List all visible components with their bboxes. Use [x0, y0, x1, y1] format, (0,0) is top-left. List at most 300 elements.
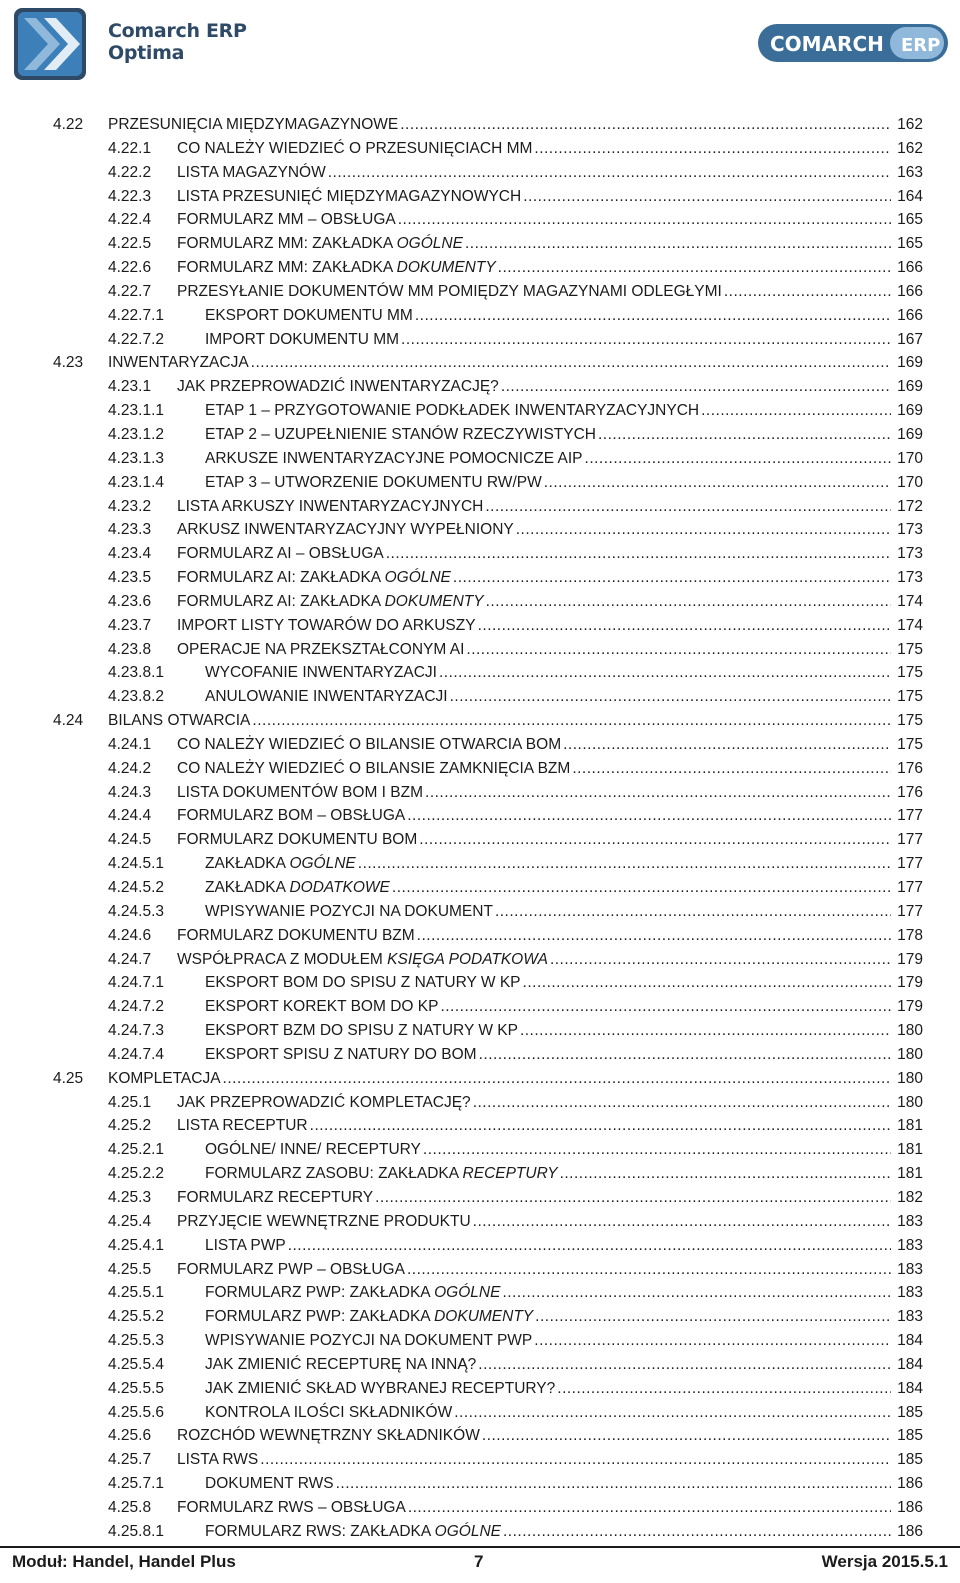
toc-entry[interactable] [53, 971, 923, 995]
toc-entry-title [177, 616, 476, 636]
toc-entry-page: 175 [897, 664, 923, 682]
toc-entry[interactable] [53, 351, 923, 375]
toc-entry-title-text: ZAKŁADKA [205, 879, 290, 896]
toc-entry-title-text: DOKUMENT RWS [205, 1475, 334, 1493]
toc-entry-page: 185 [897, 1451, 923, 1469]
toc-entry[interactable] [53, 1424, 923, 1448]
toc-entry[interactable] [53, 638, 923, 662]
toc-entry-number: 4.23 [53, 354, 84, 372]
toc-entry-page: 186 [897, 1475, 923, 1493]
toc-entry-body [205, 425, 923, 445]
toc-entry[interactable] [53, 566, 923, 590]
toc-entry[interactable] [53, 614, 923, 638]
toc-entry-body [177, 187, 923, 207]
toc-entry-title-text: EKSPORT BZM DO SPISU Z NATURY W KP [205, 1022, 518, 1040]
toc-entry-number: 4.22.1 [108, 139, 152, 157]
toc-entry[interactable] [53, 447, 923, 471]
toc-entry[interactable] [53, 1019, 923, 1043]
toc-entry-leader [252, 711, 891, 731]
toc-entry[interactable] [53, 185, 923, 209]
page-footer [0, 1541, 960, 1583]
toc-entry-page: 163 [897, 163, 923, 181]
toc-entry-number: 4.23.3 [108, 521, 152, 539]
toc-entry-title-text: FORMULARZ ZASOBU: ZAKŁADKA [205, 1165, 463, 1183]
toc-entry-leader [479, 1045, 891, 1065]
toc-entry-page: 181 [897, 1141, 923, 1159]
toc-entry-title [177, 520, 514, 540]
toc-entry-leader [563, 735, 891, 755]
toc-entry-body [108, 115, 923, 135]
toc-entry[interactable] [53, 1114, 923, 1138]
toc-entry-body [177, 1093, 923, 1113]
toc-entry[interactable] [53, 590, 923, 614]
toc-entry-leader [415, 306, 891, 326]
toc-entry[interactable] [53, 948, 923, 972]
toc-entry-leader [401, 330, 891, 350]
toc-entry-leader [495, 902, 891, 922]
toc-entry-body [177, 1260, 923, 1280]
toc-entry[interactable] [53, 137, 923, 161]
toc-entry-leader [478, 1355, 891, 1375]
toc-entry-leader [473, 1093, 891, 1113]
toc-entry-body [108, 1069, 923, 1089]
toc-entry[interactable] [53, 1281, 923, 1305]
toc-entry-body [205, 1403, 923, 1423]
toc-entry-title [205, 1236, 286, 1256]
toc-entry-title-text: ETAP 1 – PRZYGOTOWANIE PODKŁADEK INWENTARYZACYJNYCH [205, 402, 700, 420]
toc-entry-body [177, 1212, 923, 1232]
toc-entry-body [177, 806, 923, 826]
toc-entry[interactable] [53, 1305, 923, 1329]
toc-entry-page: 179 [897, 974, 923, 992]
toc-entry[interactable] [53, 423, 923, 447]
toc-entry-title [177, 1498, 406, 1518]
toc-entry-number: 4.23.4 [108, 545, 152, 563]
toc-entry-body [205, 1522, 923, 1542]
toc-entry-title-italic: OGÓLNE [396, 235, 463, 253]
toc-entry-title-text: FORMULARZ MM – OBSŁUGA [177, 211, 396, 229]
toc-entry-page: 177 [897, 831, 923, 849]
product-name [108, 20, 247, 64]
toc-entry-leader [375, 1188, 891, 1208]
toc-entry-leader [701, 401, 891, 421]
toc-entry-number: 4.25.7.1 [108, 1475, 165, 1493]
toc-entry-title [177, 806, 405, 826]
toc-entry-number: 4.25.6 [108, 1427, 152, 1445]
toc-entry[interactable] [53, 685, 923, 709]
toc-entry-number: 4.25.5 [108, 1260, 152, 1278]
toc-entry-title-italic: OGÓLNE [434, 1522, 501, 1540]
toc-entry-body [205, 401, 923, 421]
toc-entry[interactable] [53, 518, 923, 542]
toc-entry-page: 173 [897, 545, 923, 563]
toc-entry[interactable] [53, 542, 923, 566]
toc-entry-title [177, 950, 548, 970]
toc-entry-title-text: KOMPLETACJA [108, 1069, 221, 1087]
toc-entry-body [205, 1355, 923, 1375]
toc-entry-title-text: FORMULARZ MM: ZAKŁADKA [177, 259, 397, 277]
toc-entry[interactable] [53, 232, 923, 256]
toc-entry-leader [557, 1379, 891, 1399]
toc-entry-title [177, 1450, 258, 1470]
toc-entry-leader [503, 1522, 891, 1542]
toc-entry-leader [260, 1450, 891, 1470]
footer-page-number: 7 [474, 1552, 484, 1571]
toc-entry-number: 4.25.4.1 [108, 1236, 165, 1254]
toc-entry[interactable] [53, 924, 923, 948]
toc-entry[interactable] [53, 828, 923, 852]
toc-entry-leader [450, 687, 891, 707]
toc-entry-leader [598, 425, 891, 445]
toc-entry-number: 4.23.8 [108, 640, 152, 658]
toc-entry[interactable] [53, 113, 923, 137]
toc-entry-title [177, 735, 561, 755]
toc-entry[interactable] [53, 852, 923, 876]
toc-entry-leader [392, 878, 891, 898]
toc-entry[interactable] [53, 256, 923, 280]
toc-entry-leader [408, 1498, 891, 1518]
toc-entry-body [205, 997, 923, 1017]
toc-entry-page: 175 [897, 712, 923, 730]
toc-entry-page: 162 [897, 116, 923, 133]
toc-entry-title-text: JAK ZMIENIĆ SKŁAD WYBRANEJ RECEPTURY? [205, 1379, 556, 1397]
toc-entry-title-text: ROZCHÓD WEWNĘTRZNY SKŁADNIKÓW [177, 1427, 480, 1445]
toc-entry-leader [398, 210, 891, 230]
toc-entry-page: 184 [897, 1355, 923, 1373]
toc-entry-title-text: FORMULARZ RECEPTURY [177, 1188, 374, 1206]
toc-entry-body [177, 1450, 923, 1470]
toc-entry[interactable] [53, 208, 923, 232]
toc-entry[interactable] [53, 495, 923, 519]
toc-entry-page: 166 [897, 259, 923, 277]
toc-entry-body [177, 163, 923, 183]
toc-entry-page: 184 [897, 1332, 923, 1350]
toc-entry[interactable] [53, 1377, 923, 1401]
toc-entry-title [177, 163, 326, 183]
toc-entry-number: 4.25.8.1 [108, 1522, 165, 1540]
toc-entry-body [177, 640, 923, 660]
toc-entry-title [177, 187, 521, 207]
logo-word: COMARCH [770, 32, 884, 56]
toc-entry-leader [358, 854, 891, 874]
toc-entry-leader [478, 616, 891, 636]
toc-entry-page: 185 [897, 1403, 923, 1421]
toc-entry-leader [417, 926, 891, 946]
toc-entry[interactable] [53, 328, 923, 352]
toc-entry-number: 4.23.1.1 [108, 402, 165, 420]
toc-entry-body [177, 568, 923, 588]
toc-entry-page: 180 [897, 1069, 923, 1087]
toc-entry-body [177, 520, 923, 540]
toc-entry-page: 177 [897, 855, 923, 873]
toc-entry[interactable] [53, 1210, 923, 1234]
toc-entry-title [205, 449, 583, 469]
toc-entry-title-text: LISTA DOKUMENTÓW BOM I BZM [177, 783, 424, 801]
toc-entry-title-text: FORMULARZ PWP: ZAKŁADKA [205, 1308, 435, 1326]
toc-entry-title-text: OGÓLNE/ INNE/ RECEPTURY [205, 1141, 421, 1159]
toc-entry[interactable] [53, 781, 923, 805]
toc-entry-number: 4.24.7.4 [108, 1045, 165, 1063]
toc-entry-body [177, 616, 923, 636]
toc-entry-title [205, 1045, 477, 1065]
toc-entry-title [205, 1379, 555, 1399]
toc-entry-page: 176 [897, 759, 923, 777]
toc-entry-leader [560, 1164, 891, 1184]
toc-entry-title [205, 973, 521, 993]
toc-entry-page: 162 [897, 139, 923, 157]
toc-entry[interactable] [53, 304, 923, 328]
toc-entry-number: 4.24.5.2 [108, 879, 165, 896]
toc-entry-number: 4.25.4 [108, 1212, 152, 1230]
toc-entry-title-text: LISTA RWS [177, 1451, 259, 1469]
toc-entry-title-text: EKSPORT BOM DO SPISU Z NATURY W KP [205, 974, 521, 992]
toc-entry-leader [425, 783, 891, 803]
toc-entry-title [205, 1307, 533, 1327]
toc-entry-title-text: ARKUSZ INWENTARYZACYJNY WYPEŁNIONY [177, 521, 514, 539]
toc-entry-leader [486, 592, 891, 612]
toc-entry-number: 4.24.7.1 [108, 974, 165, 992]
toc-entry-body [205, 1164, 923, 1184]
toc-entry[interactable] [53, 1091, 923, 1115]
toc-entry-body [177, 950, 923, 970]
toc-entry-title-text: ARKUSZE INWENTARYZACYJNE POMOCNICZE AIP [205, 449, 583, 467]
toc-entry-body [205, 878, 923, 898]
toc-entry-title [177, 210, 396, 230]
toc-entry-page: 165 [897, 211, 923, 229]
toc-entry-title-text: INWENTARYZACJA [108, 354, 249, 372]
toc-entry[interactable] [53, 1496, 923, 1520]
toc-entry-number: 4.25.2 [108, 1117, 152, 1135]
toc-entry-title [177, 1116, 308, 1136]
toc-entry-title [177, 830, 417, 850]
toc-entry-number: 4.25.5.2 [108, 1308, 165, 1326]
toc-entry-body [177, 1426, 923, 1446]
toc-entry-title-text: CO NALEŻY WIEDZIEĆ O PRZESUNIĘCIACH MM [177, 139, 533, 157]
footer-divider [0, 1546, 960, 1548]
toc-entry-body [205, 473, 923, 493]
toc-entry-title-text: FORMULARZ RWS – OBSŁUGA [177, 1498, 406, 1516]
toc-entry-title-italic: DODATKOWE [289, 879, 390, 896]
toc-entry-body [205, 1307, 923, 1327]
toc-entry-title-italic: OGÓLNE [384, 569, 451, 587]
toc-entry-leader [223, 1069, 891, 1089]
toc-entry[interactable] [53, 1258, 923, 1282]
toc-entry[interactable] [53, 1234, 923, 1258]
toc-entry-page: 166 [897, 282, 923, 300]
toc-entry-page: 170 [897, 473, 923, 491]
toc-entry-leader [419, 830, 891, 850]
toc-entry-title [205, 1522, 501, 1542]
footer-version: Wersja 2015.5.1 [821, 1552, 948, 1571]
toc-entry-title [205, 401, 699, 421]
toc-entry-body [205, 306, 923, 326]
toc-entry[interactable] [53, 1138, 923, 1162]
toc-entry-body [108, 711, 923, 731]
toc-entry-page: 186 [897, 1498, 923, 1516]
toc-entry[interactable] [53, 1186, 923, 1210]
toc-entry-leader [520, 1021, 891, 1041]
toc-entry-body [177, 139, 923, 159]
toc-entry-title-text: PRZESUNIĘCIA MIĘDZYMAGAZYNOWE [108, 116, 399, 133]
toc-entry-page: 183 [897, 1308, 923, 1326]
toc-entry-leader [439, 663, 891, 683]
toc-entry[interactable] [53, 709, 923, 733]
toc-entry-page: 173 [897, 569, 923, 587]
toc-entry[interactable] [53, 1067, 923, 1091]
page-header [0, 0, 960, 95]
toc-entry-title-italic: DOKUMENTY [434, 1308, 534, 1326]
toc-entry-number: 4.25.5.5 [108, 1379, 165, 1397]
toc-entry-body [205, 973, 923, 993]
toc-entry-title [205, 1164, 558, 1184]
toc-entry-page: 176 [897, 783, 923, 801]
toc-entry-body [177, 497, 923, 517]
toc-entry-title-text: FORMULARZ AI: ZAKŁADKA [177, 569, 385, 587]
toc-entry[interactable] [53, 280, 923, 304]
toc-entry-page: 170 [897, 449, 923, 467]
toc-entry-number: 4.23.1.2 [108, 425, 165, 443]
toc-entry-title [177, 282, 722, 302]
toc-entry-leader [585, 449, 891, 469]
toc-entry[interactable] [53, 1448, 923, 1472]
toc-entry-page: 174 [897, 616, 923, 634]
toc-entry-page: 180 [897, 1093, 923, 1111]
toc-entry-leader [423, 1140, 891, 1160]
toc-entry-title-text: FORMULARZ BOM – OBSŁUGA [177, 807, 406, 825]
toc-entry-title [205, 1403, 452, 1423]
toc-entry-leader [523, 187, 891, 207]
toc-entry[interactable] [53, 471, 923, 495]
toc-entry-page: 177 [897, 879, 923, 896]
toc-entry-number: 4.25.3 [108, 1188, 152, 1206]
toc-entry-leader [482, 1426, 891, 1446]
toc-entry-leader [501, 377, 891, 397]
toc-entry-number: 4.24.7.2 [108, 998, 165, 1016]
toc-entry-number: 4.25.2.2 [108, 1165, 165, 1183]
toc-entry-number: 4.22.7 [108, 282, 152, 300]
toc-entry-page: 183 [897, 1284, 923, 1302]
toc-entry-page: 166 [897, 306, 923, 324]
toc-entry-title-text: LISTA MAGAZYNÓW [177, 163, 326, 181]
toc-entry[interactable] [53, 757, 923, 781]
toc-entry-number: 4.22.7.1 [108, 306, 165, 324]
toc-entry-number: 4.22.5 [108, 235, 152, 253]
toc-entry[interactable] [53, 399, 923, 423]
toc-entry-title [177, 497, 483, 517]
toc-entry-title-text: PRZYJĘCIE WEWNĘTRZNE PRODUKTU [177, 1212, 471, 1230]
toc-entry-leader [251, 353, 891, 373]
toc-entry-title-text: LISTA PWP [205, 1236, 286, 1254]
toc-entry-page: 169 [897, 402, 923, 420]
toc-entry-number: 4.24.3 [108, 783, 152, 801]
toc-entry-number: 4.25.1 [108, 1093, 152, 1111]
toc-entry-leader [535, 1307, 891, 1327]
toc-entry-body [177, 544, 923, 564]
toc-entry-leader [336, 1474, 891, 1494]
toc-entry-page: 183 [897, 1260, 923, 1278]
toc-entry-page: 172 [897, 497, 923, 515]
product-name-line2: Optima [108, 42, 185, 64]
toc-entry[interactable] [53, 1472, 923, 1496]
toc-entry-body [205, 1331, 923, 1351]
toc-entry-leader [465, 234, 891, 254]
toc-entry[interactable] [53, 1353, 923, 1377]
toc-entry-title-text: OPERACJE NA PRZEKSZTAŁCONYM AI [177, 640, 465, 658]
toc-entry-title-italic: KSIĘGA PODATKOWA [387, 950, 548, 968]
toc-entry[interactable] [53, 161, 923, 185]
toc-entry[interactable] [53, 1401, 923, 1425]
toc-entry-page: 180 [897, 1022, 923, 1040]
toc-entry-number: 4.25.5.1 [108, 1284, 165, 1302]
toc-entry-title [177, 1426, 480, 1446]
toc-entry[interactable] [53, 375, 923, 399]
toc-entry-page: 184 [897, 1379, 923, 1397]
toc-entry-title-text: LISTA PRZESUNIĘĆ MIĘDZYMAGAZYNOWYCH [177, 187, 522, 205]
toc-entry-leader [407, 806, 891, 826]
toc-entry-title [205, 425, 596, 445]
toc-entry[interactable] [53, 995, 923, 1019]
toc-entry-leader [400, 115, 891, 135]
toc-entry-leader [523, 973, 891, 993]
toc-entry[interactable] [53, 1043, 923, 1067]
toc-entry-number: 4.25.5.3 [108, 1332, 165, 1350]
toc-entry-number: 4.23.8.2 [108, 688, 165, 706]
toc-entry[interactable] [53, 804, 923, 828]
toc-entry-page: 175 [897, 688, 923, 706]
toc-entry-title [177, 759, 570, 779]
toc-entry-page: 169 [897, 425, 923, 443]
toc-entry-title [177, 544, 384, 564]
toc-entry-title-text: KONTROLA ILOŚCI SKŁADNIKÓW [205, 1403, 453, 1421]
toc-entry-leader [386, 544, 891, 564]
toc-entry-page: 167 [897, 330, 923, 348]
toc-entry-title-text: LISTA RECEPTUR [177, 1117, 308, 1135]
toc-entry-number: 4.25.5.6 [108, 1403, 165, 1421]
toc-entry-number: 4.22.6 [108, 259, 152, 277]
toc-entry-title [205, 330, 399, 350]
toc-entry-title [177, 234, 463, 254]
toc-entry[interactable] [53, 900, 923, 924]
toc-entry-page: 182 [897, 1188, 923, 1206]
toc-entry-page: 165 [897, 235, 923, 253]
toc-entry-number: 4.24.4 [108, 807, 152, 825]
toc-entry[interactable] [53, 733, 923, 757]
toc-entry-title-text: JAK ZMIENIĆ RECEPTURĘ NA INNĄ? [205, 1355, 477, 1373]
toc-entry-number: 4.23.1 [108, 378, 152, 396]
toc-entry-leader [453, 568, 891, 588]
toc-entry[interactable] [53, 661, 923, 685]
toc-entry[interactable] [53, 876, 923, 900]
toc-entry-title-italic: RECEPTURY [462, 1165, 558, 1183]
toc-entry[interactable] [53, 1162, 923, 1186]
toc-entry-number: 4.24.7.3 [108, 1022, 165, 1040]
toc-entry-body [205, 449, 923, 469]
toc-entry-body [177, 234, 923, 254]
toc-entry-title-text: FORMULARZ AI: ZAKŁADKA [177, 592, 385, 610]
toc-entry-title [177, 1260, 405, 1280]
toc-entry-body [205, 663, 923, 683]
toc-entry-number: 4.24.5.3 [108, 902, 165, 920]
toc-entry-number: 4.25.8 [108, 1498, 152, 1516]
toc-entry-body [177, 258, 923, 278]
toc-entry-title [177, 568, 451, 588]
toc-entry-page: 179 [897, 998, 923, 1016]
toc-entry-page: 169 [897, 378, 923, 396]
toc-entry-body [177, 1116, 923, 1136]
toc-entry-leader [310, 1116, 891, 1136]
toc-entry-title-text: BILANS OTWARCIA [108, 712, 251, 730]
toc-entry[interactable] [53, 1329, 923, 1353]
